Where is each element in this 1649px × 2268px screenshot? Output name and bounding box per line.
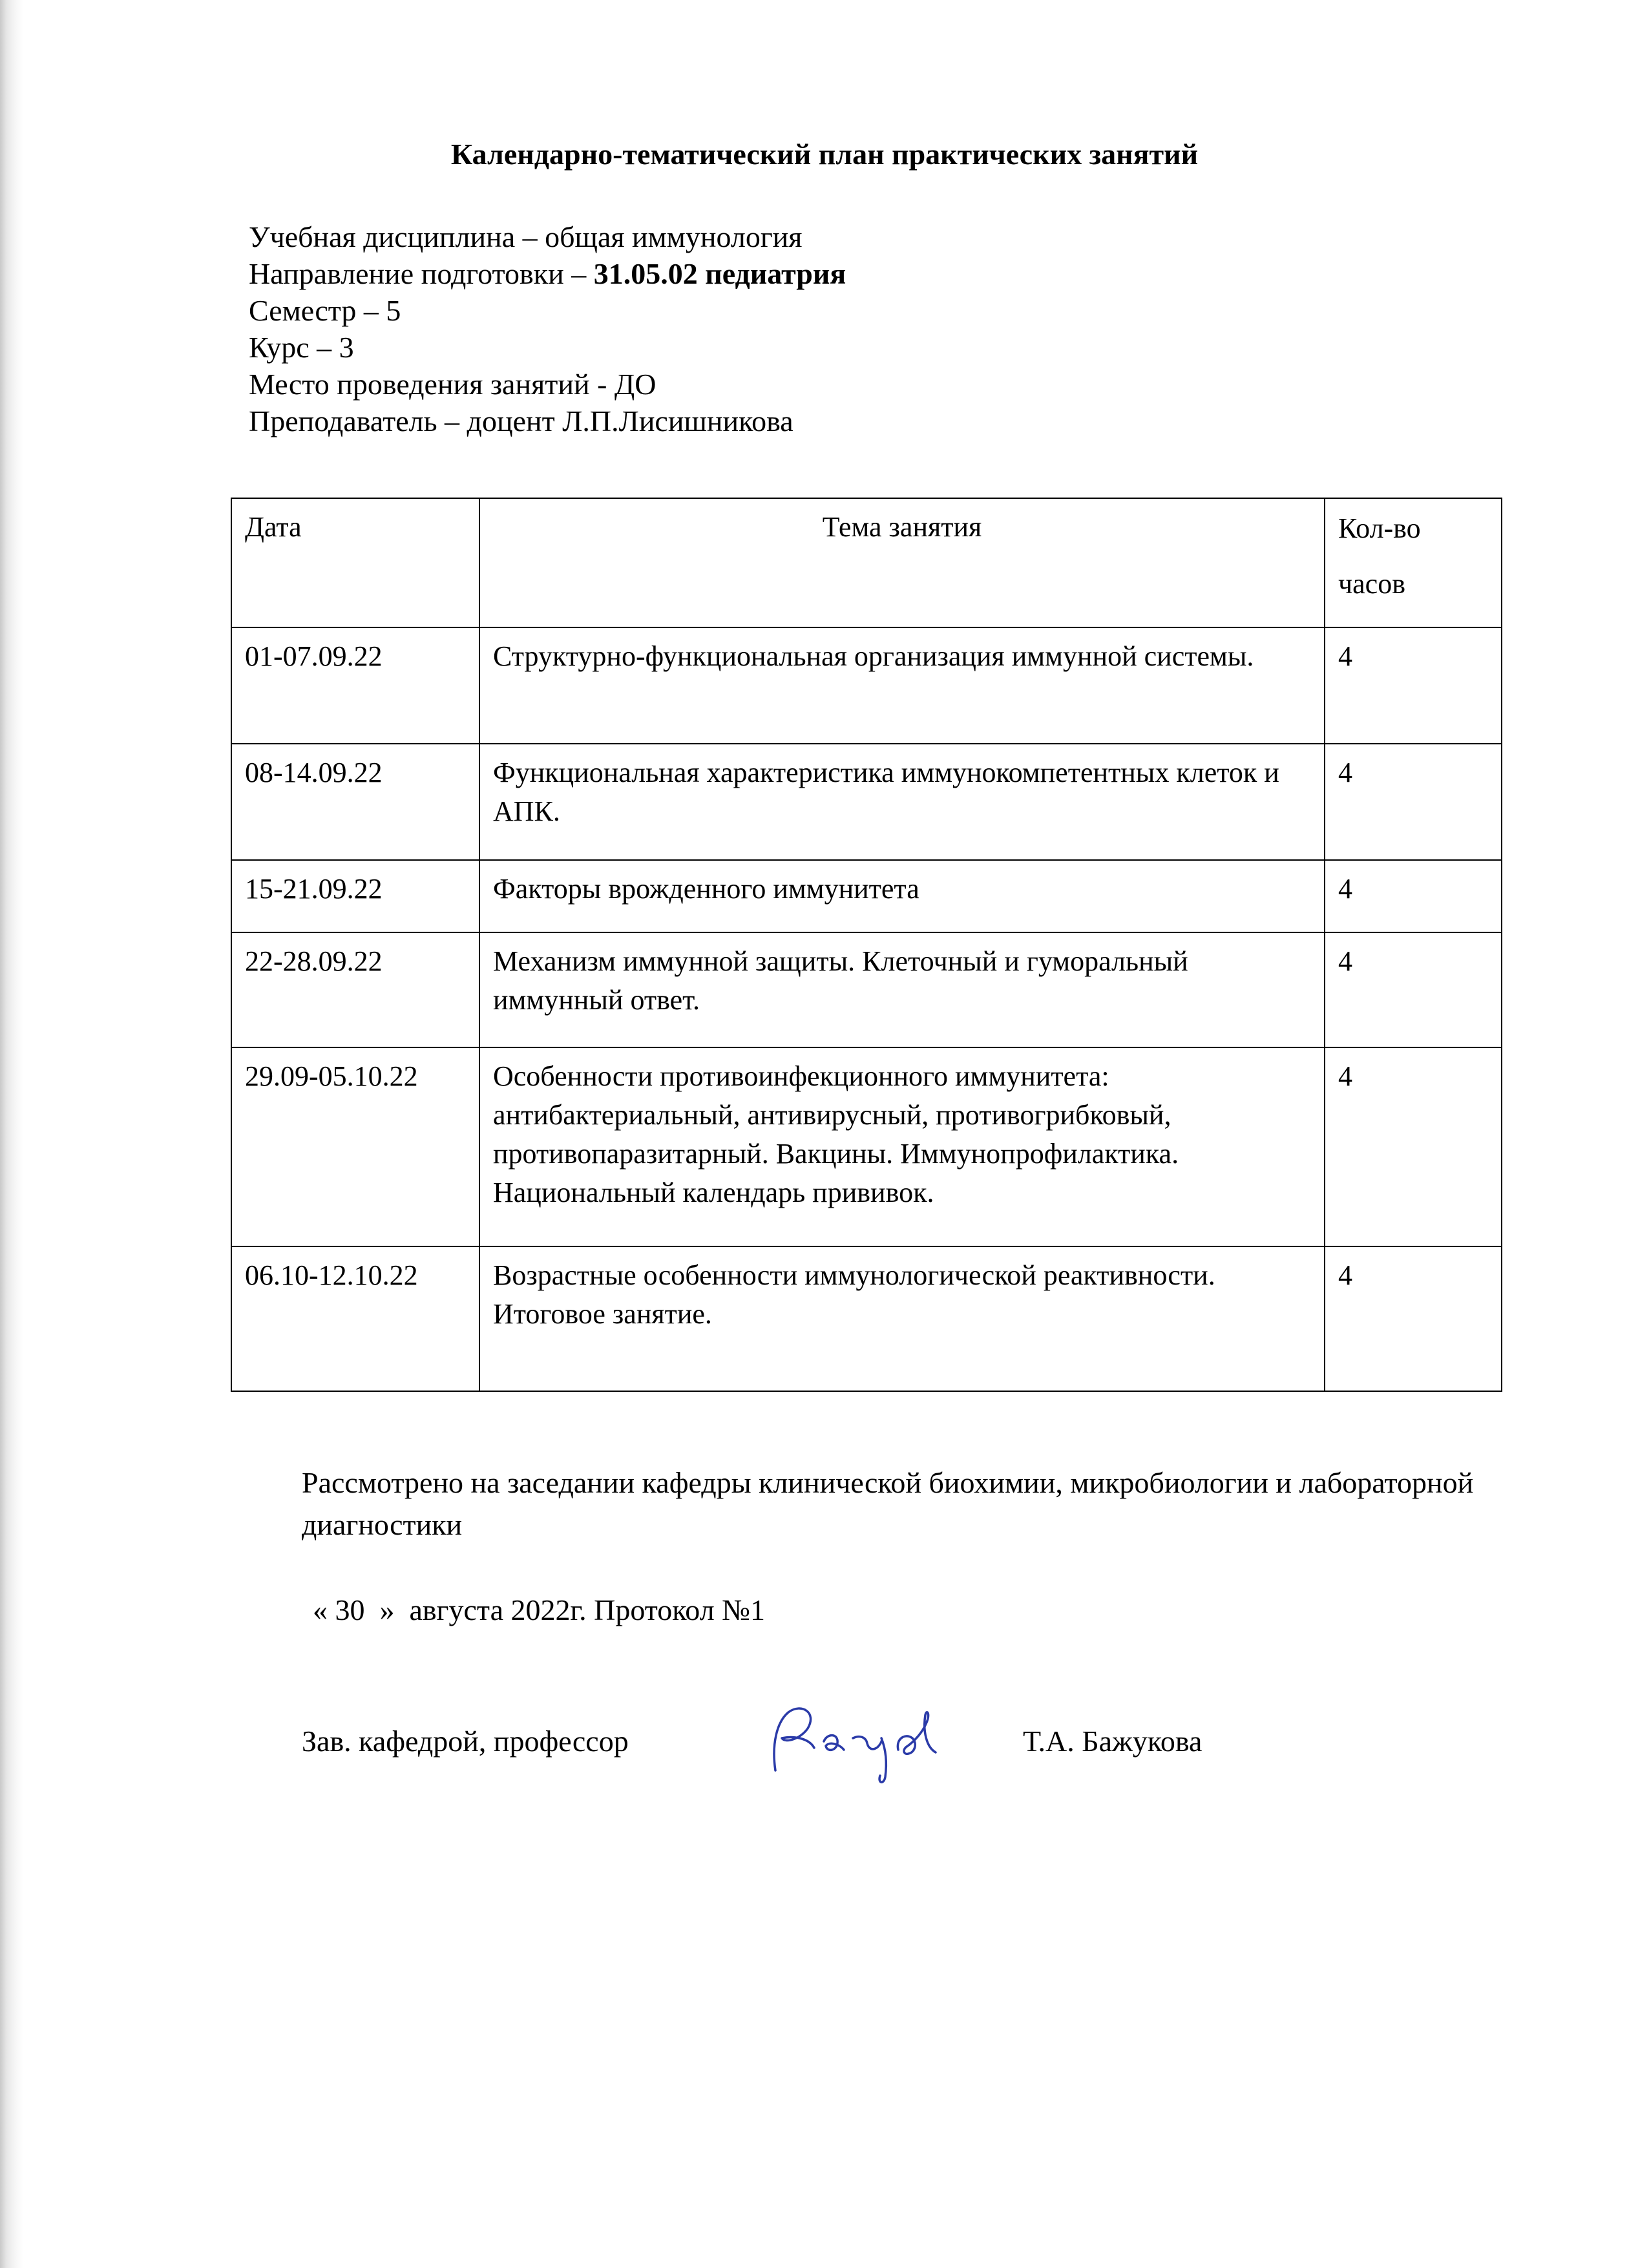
meta-semester: Семестр – 5	[249, 294, 401, 327]
table-row	[231, 932, 1502, 1047]
row-topic: Функциональная характеристика иммунокомпетентных клеток и АПК.	[479, 744, 1325, 860]
header-hours-line2: часов	[1338, 568, 1405, 600]
row-date: 22-28.09.22	[231, 932, 479, 1047]
course-meta	[249, 218, 846, 439]
row-topic-line1: Возрастные особенности иммунологической реактивности.	[493, 1259, 1215, 1291]
row-date: 08-14.09.22	[231, 744, 479, 860]
header-topic: Тема занятия	[479, 498, 1325, 627]
signature-strokes	[774, 1708, 936, 1782]
table-row	[231, 744, 1502, 860]
protocol-line: « 30 » августа 2022г. Протокол №1	[313, 1593, 766, 1626]
table-row	[231, 1047, 1502, 1246]
meta-direction	[249, 255, 846, 292]
row-hours: 4	[1325, 932, 1502, 1047]
scan-edge-shadow	[0, 0, 23, 2268]
row-hours: 4	[1325, 1047, 1502, 1246]
row-topic	[479, 1246, 1325, 1391]
meta-discipline: Учебная дисциплина – общая иммунология	[249, 220, 803, 253]
document-title: Календарно-тематический план практических занятий	[450, 138, 1199, 171]
table-row	[231, 627, 1502, 744]
row-date: 29.09-05.10.22	[231, 1047, 479, 1246]
row-topic: Структурно-функциональная организация иммунной системы.	[479, 627, 1325, 744]
row-date: 06.10-12.10.22	[231, 1246, 479, 1391]
meta-place: Место проведения занятий - ДО	[249, 368, 656, 401]
meta-teacher: Преподаватель – доцент Л.П.Лисишникова	[249, 404, 793, 437]
row-date: 15-21.09.22	[231, 860, 479, 932]
meta-direction-value: 31.05.02 педиатрия	[593, 257, 846, 290]
meta-course: Курс – 3	[249, 331, 354, 364]
row-topic-line2: Итоговое занятие.	[493, 1298, 712, 1330]
header-hours-line1: Кол-во	[1338, 512, 1421, 544]
header-hours	[1325, 498, 1502, 627]
row-hours: 4	[1325, 1246, 1502, 1391]
table-row	[231, 860, 1502, 932]
table-header-row	[231, 498, 1502, 627]
reviewed-statement: Рассмотрено на заседании кафедры клинической биохимии, микробиологии и лабораторной диагностики	[302, 1466, 1474, 1541]
head-of-department-name: Т.А. Бажукова	[1023, 1725, 1203, 1758]
handwritten-signature	[762, 1693, 956, 1790]
row-hours: 4	[1325, 627, 1502, 744]
row-topic: Факторы врожденного иммунитета	[479, 860, 1325, 932]
header-date: Дата	[231, 498, 479, 627]
row-hours: 4	[1325, 860, 1502, 932]
row-hours: 4	[1325, 744, 1502, 860]
schedule-table	[231, 498, 1502, 1392]
meta-direction-label: Направление подготовки –	[249, 257, 594, 290]
row-topic: Механизм иммунной защиты. Клеточный и гуморальный иммунный ответ.	[479, 932, 1325, 1047]
head-of-department-role: Зав. кафедрой, профессор	[302, 1725, 629, 1758]
table-row	[231, 1246, 1502, 1391]
row-date: 01-07.09.22	[231, 627, 479, 744]
row-topic: Особенности противоинфекционного иммунитета: антибактериальный, антивирусный, противогрибковый, противопаразитарный. Вакцины. Иммунопрофилактика. Национальный календарь прививок.	[479, 1047, 1325, 1246]
